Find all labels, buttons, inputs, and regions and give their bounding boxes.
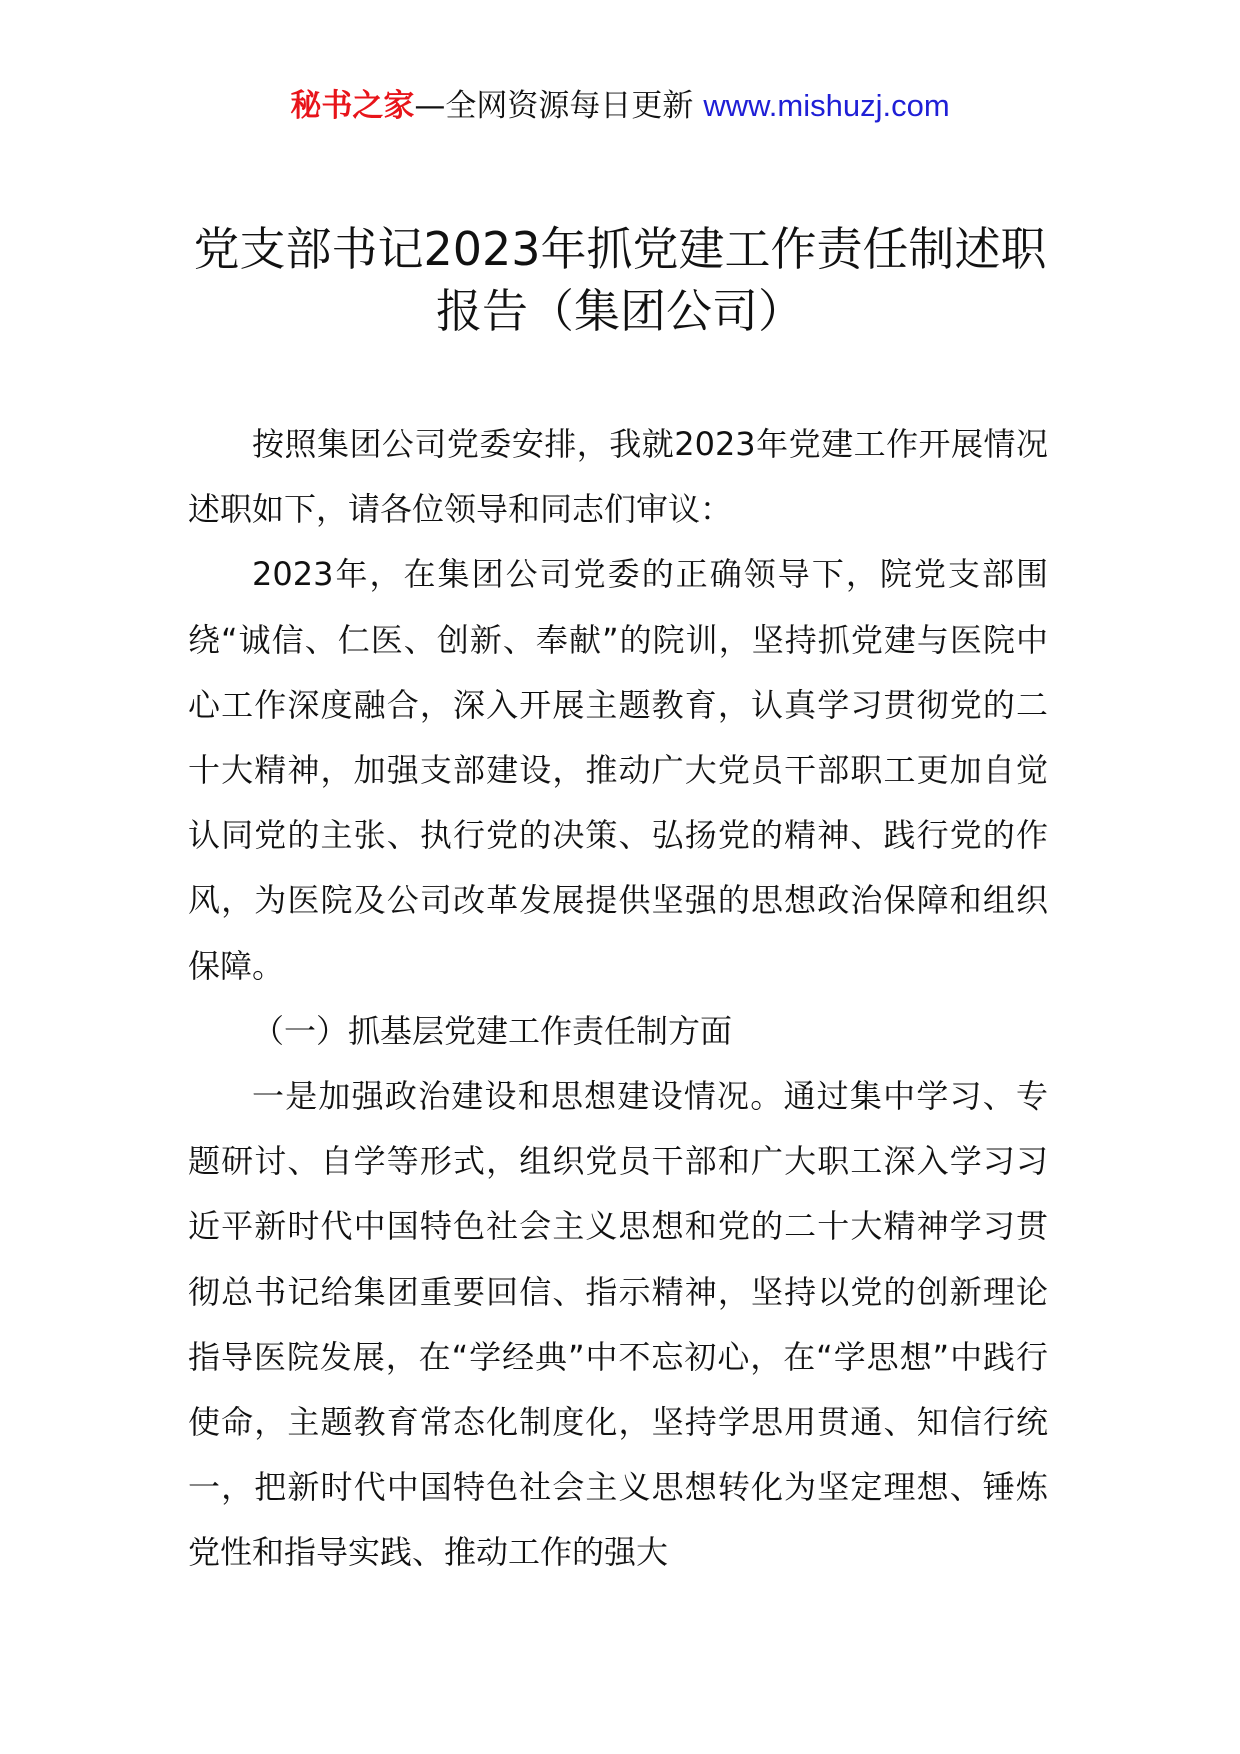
intro-paragraph: 按照集团公司党委安排，我就2023年党建工作开展情况述职如下，请各位领导和同志们审议： — [188, 425, 1048, 529]
brand-name: 秘书之家 — [290, 88, 415, 124]
site-header — [0, 86, 1240, 126]
document-title — [170, 218, 1070, 342]
document-body — [188, 412, 1048, 1586]
section-paragraph: 一是加强政治建设和思想建设情况。通过集中学习、专题研讨、自学等形式，组织党员干部和广大职工深入学习习近平新时代中国特色社会主义思想和党的二十大精神学习贯彻总书记给集团重要回信、指示精神，坚持以党的创新理论指导医院发展，在“学经典”中不忘初心，在“学思想”中践行使命，主题教育常态化制度化，坚持学思用贯通、知信行统一，把新时代中国特色社会主义思想转化为坚定理想、锤炼党性和指导实践、推动工作的强大 — [188, 1077, 1048, 1572]
section-heading: （一）抓基层党建工作责任制方面 — [252, 1011, 733, 1050]
title-line-1: 党支部书记2023年抓党建工作责任制述职 — [193, 222, 1047, 276]
header-slogan: —全网资源每日更新 — [414, 88, 694, 124]
summary-paragraph: 2023年，在集团公司党委的正确领导下，院党支部围绕“诚信、仁医、创新、奉献”的院训，坚持抓党建与医院中心工作深度融合，深入开展主题教育，认真学习贯彻党的二十大精神，加强支部建设，推动广大党员干部职工更加自觉认同党的主张、执行党的决策、弘扬党的精神、践行党的作风，为医院及公司改革发展提供坚强的思想政治保障和组织保障。 — [188, 555, 1048, 985]
site-url-link[interactable]: www.mishuzj.com — [703, 88, 950, 123]
title-line-2: 报告（集团公司） — [436, 284, 804, 338]
